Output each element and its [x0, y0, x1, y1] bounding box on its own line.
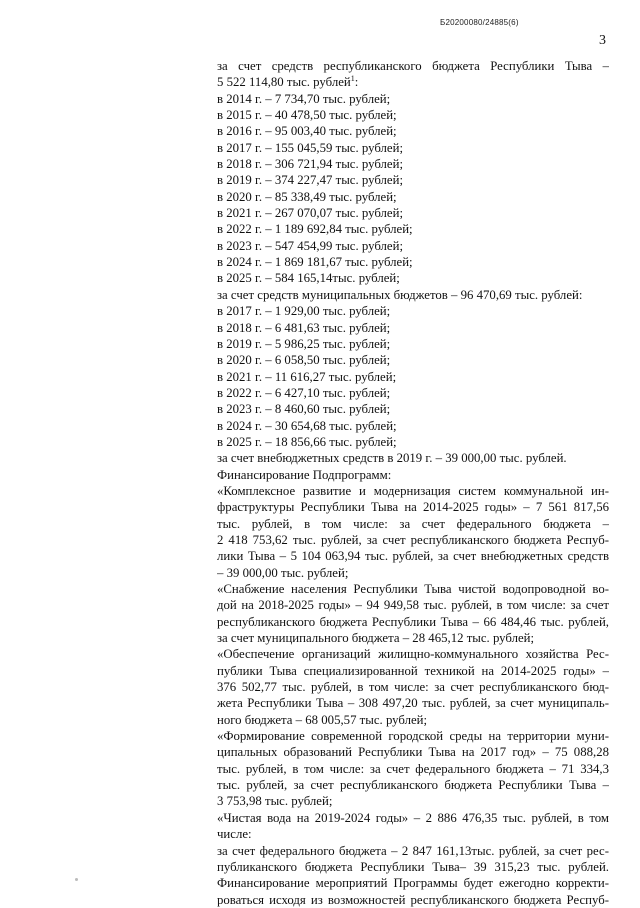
text-line: «Формирование современной городской среды на территории муни-	[217, 729, 609, 744]
text-line: за счет внебюджетных средств в 2019 г. – 39 000,00 тыс. рублей.	[217, 451, 567, 466]
text-line-content: 5 522 114,80 тыс. рублей	[217, 75, 351, 90]
page-number: 3	[599, 33, 606, 48]
text-line: публиканского бюджета Республики Тыва– 39 315,23 тыс. рублей.	[217, 859, 609, 874]
text-line: «Обеспечение организаций жилищно-коммунального хозяйства Рес-	[217, 647, 609, 662]
text-line: 376 502,77 тыс. рублей, в том числе: за счет республиканского бюд-	[217, 680, 609, 695]
text-line: в 2025 г. – 18 856,66 тыс. рублей;	[217, 434, 397, 449]
text-line: в 2024 г. – 1 869 181,67 тыс. рублей;	[217, 255, 413, 270]
text-line: в 2017 г. – 155 045,59 тыс. рублей;	[217, 140, 404, 155]
text-line: в 2020 г. – 85 338,49 тыс. рублей;	[217, 189, 397, 204]
colon: :	[354, 75, 359, 90]
footnote-marker: 1	[350, 74, 355, 84]
text-line: дой на 2018-2025 годы» – 94 949,58 тыс. рублей, в том числе: за счет	[217, 598, 609, 613]
text-line: за счет федерального бюджета – 2 847 161,13тыс. рублей, за счет рес-	[217, 843, 609, 858]
text-line: в 2019 г. – 5 986,25 тыс. рублей;	[217, 336, 391, 351]
text-line: за счет средств республиканского бюджета Республики Тыва –	[217, 59, 609, 73]
text-line: тыс. рублей, за счет республиканского бюджета Республики Тыва –	[217, 778, 609, 793]
text-line: в 2020 г. – 6 058,50 тыс. рублей;	[217, 353, 391, 368]
text-line: «Чистая вода на 2019-2024 годы» – 2 886 476,35 тыс. рублей, в том	[217, 810, 609, 825]
text-line: в 2022 г. – 1 189 692,84 тыс. рублей;	[217, 222, 413, 237]
text-line: в 2021 г. – 11 616,27 тыс. рублей;	[217, 369, 397, 384]
text-line: в 2023 г. – 8 460,60 тыс. рублей;	[217, 402, 391, 417]
text-line: ного бюджета – 68 005,57 тыс. рублей;	[217, 712, 428, 727]
text-line: в 2018 г. – 306 721,94 тыс. рублей;	[217, 157, 404, 172]
text-line: в 2024 г. – 30 654,68 тыс. рублей;	[217, 418, 397, 433]
text-line: в 2025 г. – 584 165,14тыс. рублей;	[217, 271, 400, 286]
text-line: в 2023 г. – 547 454,99 тыс. рублей;	[217, 238, 404, 253]
text-line: за счет средств муниципальных бюджетов – 96 470,69 тыс. рублей:	[217, 287, 583, 302]
document-code: Б20200080/24885(6)	[440, 18, 519, 27]
text-line: числе:	[217, 827, 252, 842]
text-line: в 2014 г. – 7 734,70 тыс. рублей;	[217, 91, 391, 106]
text-line: лики Тыва – 5 104 063,94 тыс. рублей, за счет внебюджетных средств	[217, 549, 609, 564]
text-line: в 2018 г. – 6 481,63 тыс. рублей;	[217, 320, 391, 335]
text-line: публики Тыва специализированной техникой на 2014-2025 годы» –	[217, 663, 609, 678]
text-line: Финансирование мероприятий Программы будет ежегодно корректи-	[217, 876, 609, 891]
text-line: в 2017 г. – 1 929,00 тыс. рублей;	[217, 304, 391, 319]
text-line: за счет муниципального бюджета – 28 465,12 тыс. рублей;	[217, 631, 535, 646]
text-line: Финансирование Подпрограмм:	[217, 467, 392, 482]
text-line	[217, 74, 609, 90]
text-line: 3 753,98 тыс. рублей;	[217, 794, 333, 809]
text-line: жета Республики Тыва – 308 497,20 тыс. рублей, за счет муниципаль-	[217, 696, 609, 711]
text-line: ципальных образований Республики Тыва на 2017 год» – 75 088,28	[217, 745, 609, 760]
scan-speck	[75, 878, 78, 881]
text-line: «Комплексное развитие и модернизация систем коммунальной ин-	[217, 483, 609, 498]
text-line: тыс. рублей, в том числе: за счет федерального бюджета –	[217, 516, 609, 531]
text-line: республиканского бюджета Республики Тыва – 66 484,46 тыс. рублей,	[217, 614, 609, 629]
text-line: тыс. рублей, в том числе: за счет федерального бюджета – 71 334,3	[217, 761, 609, 776]
text-line: – 39 000,00 тыс. рублей;	[217, 565, 349, 580]
text-line: в 2021 г. – 267 070,07 тыс. рублей;	[217, 206, 404, 221]
text-line: в 2022 г. – 6 427,10 тыс. рублей;	[217, 385, 391, 400]
document-body	[217, 58, 609, 908]
text-line: в 2016 г. – 95 003,40 тыс. рублей;	[217, 124, 397, 139]
text-line: «Снабжение населения Республики Тыва чистой водопроводной во-	[217, 582, 609, 596]
text-line: фраструктуры Республики Тыва на 2014-2025 годы» – 7 561 817,56	[217, 500, 609, 515]
text-line: в 2015 г. – 40 478,50 тыс. рублей;	[217, 108, 397, 123]
text-line: в 2019 г. – 374 227,47 тыс. рублей;	[217, 173, 404, 188]
text-line: роваться исходя из возможностей республиканского бюджета Респуб-	[217, 892, 609, 907]
text-line: 2 418 753,62 тыс. рублей, за счет республиканского бюджета Респуб-	[217, 532, 609, 547]
